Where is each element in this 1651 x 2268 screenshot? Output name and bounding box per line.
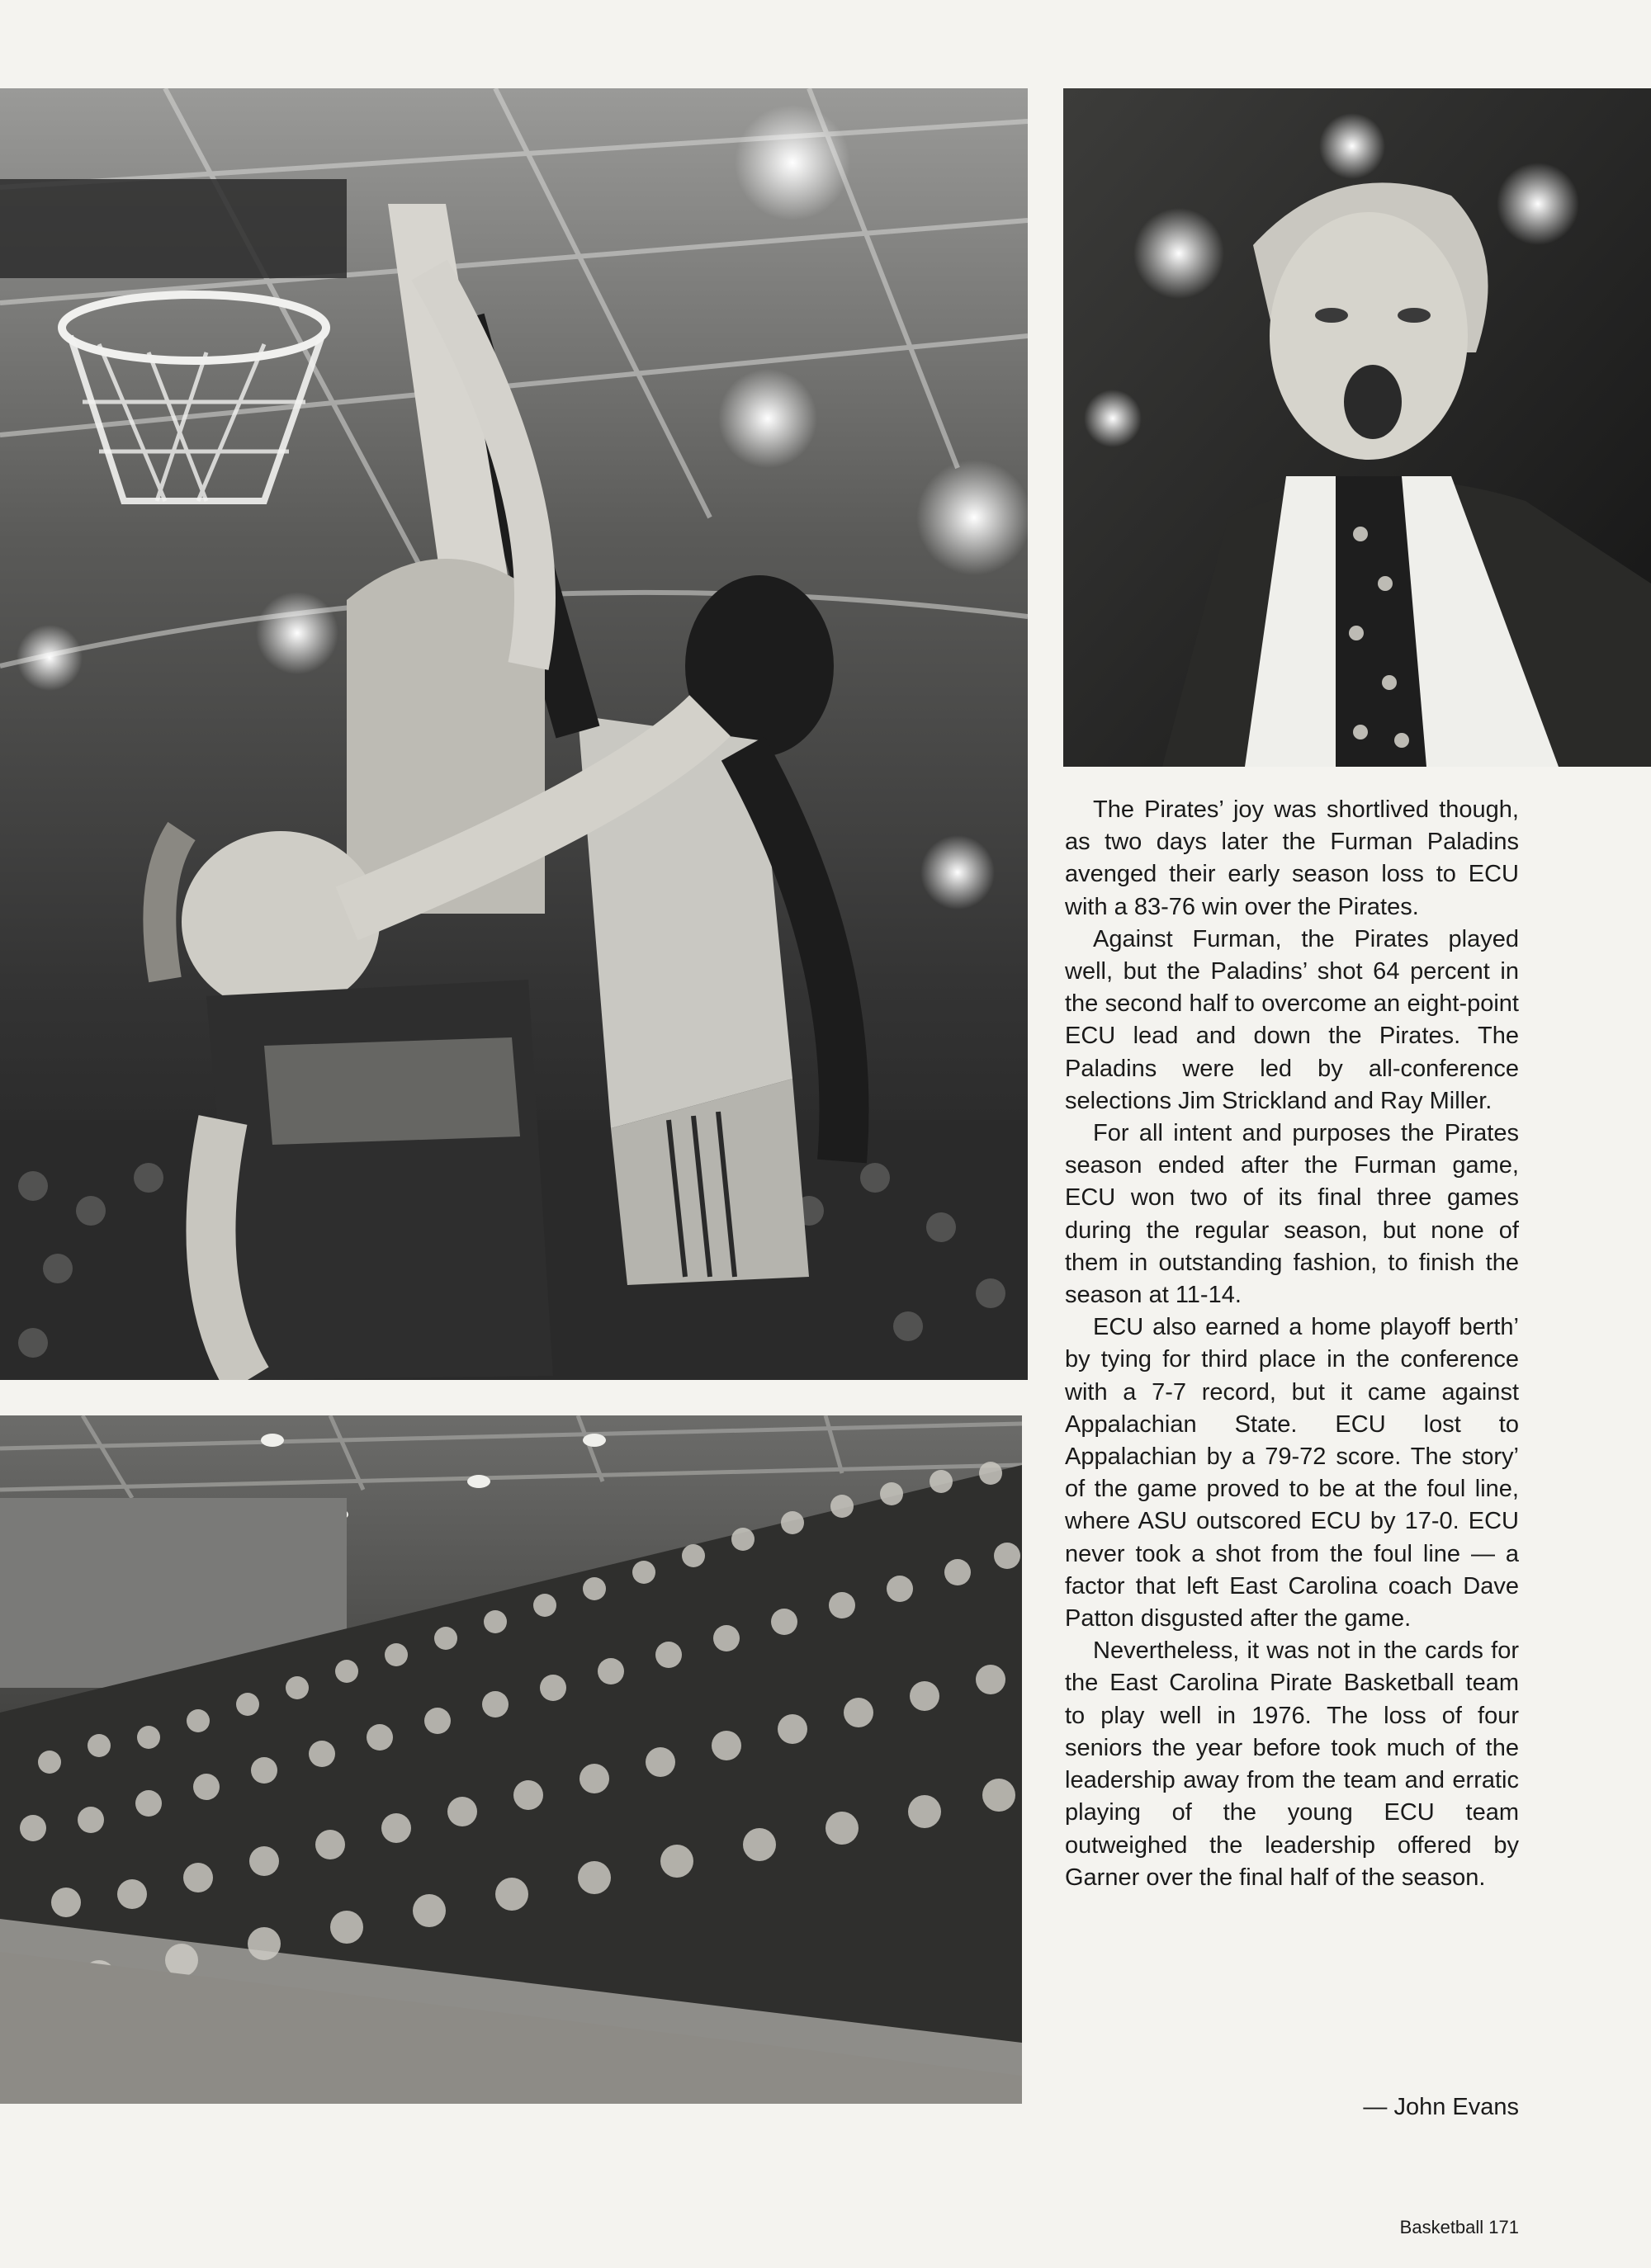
article-byline: — John Evans — [1363, 2094, 1519, 2120]
article-paragraph: Against Furman, the Pirates played well, but the Paladins’ shot 64 percent in the second half to overcome an eight-point ECU lead and down the Pirates. The Paladins were led by all-conference selections Jim Strickland and Ray Miller. — [1065, 925, 1519, 1114]
article-paragraph: Nevertheless, it was not in the cards for the East Carolina Pirate Basketball team to play well in 1976. The loss of four seniors the year before took much of the leadership away from the team and erratic playing of the young ECU team outweighed the leadership offered by Garner over the final half of the season. — [1065, 1637, 1519, 1891]
crowd-illustration — [0, 1415, 1022, 2104]
basketball-action-photo — [0, 88, 1028, 1380]
coach-photo — [1063, 88, 1651, 767]
coach-illustration — [1063, 88, 1651, 767]
article-paragraph: ECU also earned a home playoff berth’ by tying for third place in the conference with a 7-7 record, but it came against Appalachian State. ECU lost to Appalachian by a 79-72 score. The story’ of the game proved to be at the foul line, where ASU outscored ECU by 17-0. ECU never took a shot from the foul line — a factor that left East Carolina coach Dave Patton disgusted after the game. — [1065, 1314, 1519, 1632]
crowd-photo — [0, 1415, 1022, 2104]
basketball-action-illustration — [0, 88, 1028, 1380]
page-folio: Basketball 171 — [1399, 2217, 1519, 2237]
article-body — [1065, 794, 1519, 1894]
article-paragraph: The Pirates’ joy was shortlived though, as two days later the Furman Paladins avenged their early season loss to ECU with a 83-76 win over the Pirates. — [1065, 796, 1519, 920]
article-paragraph: For all intent and purposes the Pirates season ended after the Furman game, ECU won two of its final three games during the regular season, but none of them in outstanding fashion, to finish the season at 11-14. — [1065, 1120, 1519, 1309]
